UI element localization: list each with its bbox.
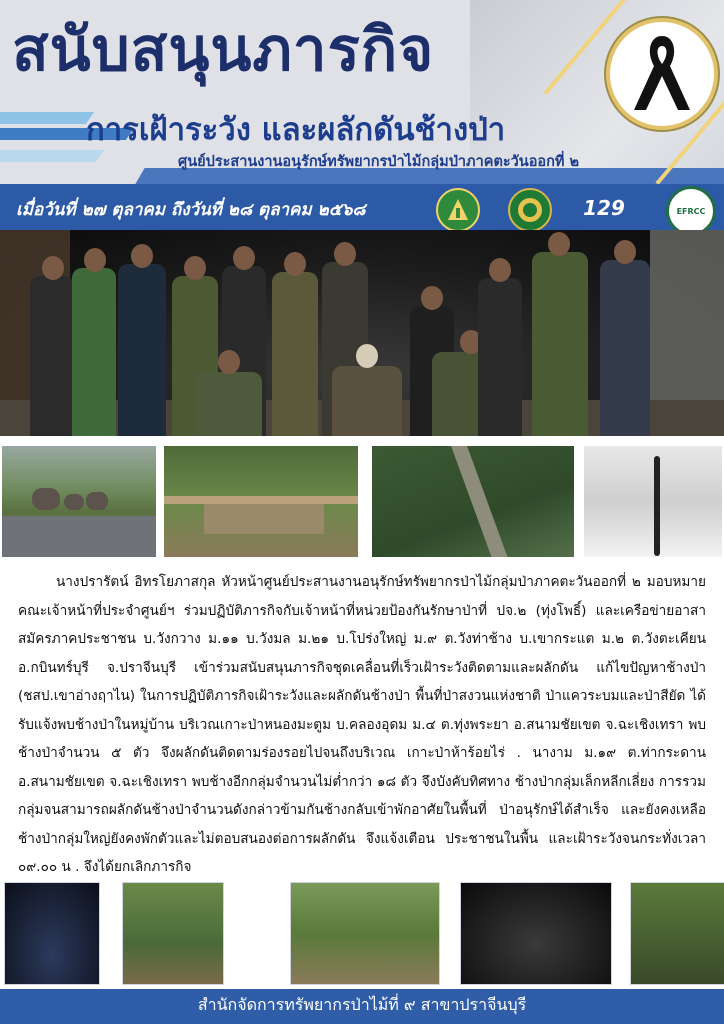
footer-office-name: สำนักจัดการทรัพยากรป่าไม้ที่ ๙ สาขาปราจีนบุรี [197,995,527,1014]
photo-person [30,276,74,436]
photo-person [600,260,650,436]
photo-night-patrol-1 [4,882,100,985]
anniversary-129-logo [578,188,630,228]
anniversary-label: 129 [583,196,625,220]
photo-person [118,264,166,436]
photo-forest-patrol-3 [630,882,724,985]
photo-trail [654,456,660,556]
photo-person [478,278,522,436]
agency-emblem-logo [436,188,480,232]
office-name: ศูนย์ประสานงานอนุรักษ์ทรัพยากรป่าไม้กลุ่มป่าภาคตะวันออกที่ ๒ [178,154,580,170]
article-body [18,568,706,882]
page-title: สนับสนุนภารกิจ [12,15,435,85]
photo-forest-patrol-1 [122,882,224,985]
royal-forest-dept-logo [508,188,552,232]
photo-elephants-on-road [0,444,158,559]
article-paragraph: นางปรารัตน์ อิทรโยภาสกุล หัวหน้าศูนย์ประสานงานอนุรักษ์ทรัพยากรป่าไม้กลุ่มป่าภาคตะวันออกที่ ๒ มอบหมายคณะเจ้าหน้าที่ประจำศูนย์ฯ ร่วมปฏิบัติภารกิจกับเจ้าหน้าที่หน่วยป้องกันรักษาป่าที่ ปจ.๒ (ทุ่งโพธิ์) และเครือข่ายอาสาสมัครภาคประชาชน บ.วังกวาง ม.๑๑ บ.วังมล ม.๒๑ บ.โปร่งใหญ่ ม.๙ ต.วังท่าช้าง บ.เขากระแต ม.๒ ต.วังตะเคียน อ.กบินทร์บุรี จ.ปราจีนบุรี เข้าร่วมสนับสนุนภารกิจชุดเคลื่อนที่เร็วเฝ้าระวังติดตามและผลักดัน แก้ไขปัญหาช้างป่า (ชสป.เขาอ่างฤาไน) ในการปฏิบัติภารกิจเฝ้าระวังและผลักดันช้างป่า พื้นที่ป่าสงวนแห่งชาติ ป่าแควระบมและป่าสียัด ได้รับแจ้งพบช้างป่าในหมู่บ้าน บริเวณเกาะป่าหนองมะตูม บ.คลองอุดม ม.๔ ต.ทุ่งพระยา อ.สนามชัยเขต จ.ฉะเชิงเทรา พบช้างป่าจำนวน ๕ ตัว จึงผลักดันติดตามร่องรอยไปจนถึงบริเวณ เกาะป่าห้าร้อยไร่ . นางาม ม.๑๙ ต.ท่ากระดาน อ.สนามชัยเขต จ.ฉะเชิงเทรา พบช้างอีกกลุ่มจำนวนไม่ต่ำกว่า ๑๘ ตัว จึงบังคับทิศทาง ช้างป่ากลุ่มเล็กหลีกเลี่ยง การรวมกลุ่มจนสามารถผลักดันช้างป่าจำนวนดังกล่าวข้ามกันช้างกลับเข้าพักอาศัยในพื้นที่ ป่าอนุรักษ์ได้สำเร็จ และยังคงเหลือช้างป่ากลุ่มใหญ่ยังคงพักตัวและไม่ตอบสนองต่อการผลักดัน จึงแจ้งเตือน ประชาชนในพื้น และเฝ้าระวังจนกระทั่งเวลา ๐๙.๐๐ น . จึงได้ยกเลิกภารกิจ [18,574,706,875]
photo-road [451,446,509,559]
photo-bridge [164,496,360,504]
date-range: เมื่อวันที่ ๒๗ ตุลาคม ถึงวันที่ ๒๘ ตุลาคม ๒๕๖๘ [16,200,366,220]
photo-elephant [64,494,84,510]
photo-person [532,252,588,436]
photo-forest-bridge [162,444,360,559]
decor-stripe [0,112,94,124]
black-ribbon-icon [610,22,714,126]
efrcc-logo [666,186,716,236]
page-subtitle: การเฝ้าระวัง และผลักดันช้างป่า [86,112,506,148]
photo-road [2,516,158,559]
main-group-photo [0,230,724,436]
photo-elephant [86,492,108,510]
photo-person [332,366,402,436]
efrcc-label: EFRCC [676,206,706,216]
mourning-badge [606,18,718,130]
header-banner [0,0,724,196]
photo-person [272,272,318,436]
photo-person [72,268,116,436]
photo-aerial-road [370,444,576,559]
photo-elephant [32,488,60,510]
photo-person [196,372,262,436]
photo-night-patrol-2 [460,882,612,985]
photo-water [204,504,324,534]
photo-thermal-camera [582,444,724,559]
photo-forest-patrol-2 [290,882,440,985]
